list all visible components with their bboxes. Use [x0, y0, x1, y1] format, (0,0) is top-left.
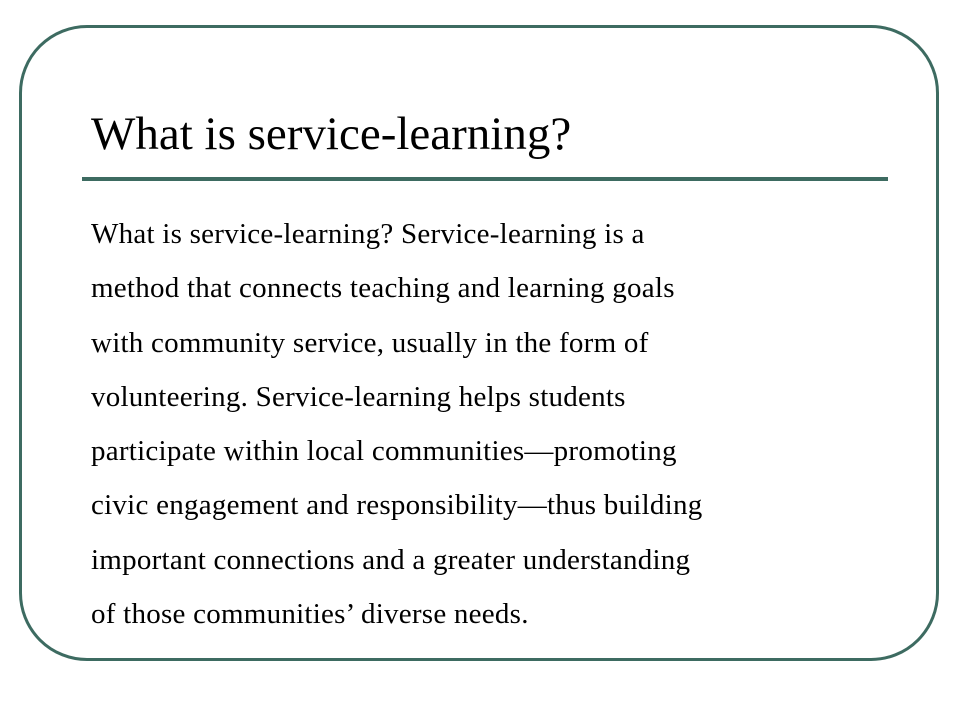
body-line: participate within local communities—promoting — [91, 435, 677, 468]
body-line: volunteering. Service-learning helps students — [91, 380, 626, 413]
body-line: of those communities’ diverse needs. — [91, 598, 529, 631]
slide-title: What is service-learning? — [91, 108, 572, 160]
body-line: method that connects teaching and learning goals — [91, 272, 675, 305]
body-line: important connections and a greater understanding — [91, 543, 691, 576]
body-line: civic engagement and responsibility—thus building — [91, 489, 703, 522]
body-line: What is service-learning? Service-learning is a — [91, 218, 645, 250]
slide-body — [91, 207, 702, 641]
title-divider — [82, 177, 888, 181]
body-line: with community service, usually in the form of — [91, 326, 649, 359]
